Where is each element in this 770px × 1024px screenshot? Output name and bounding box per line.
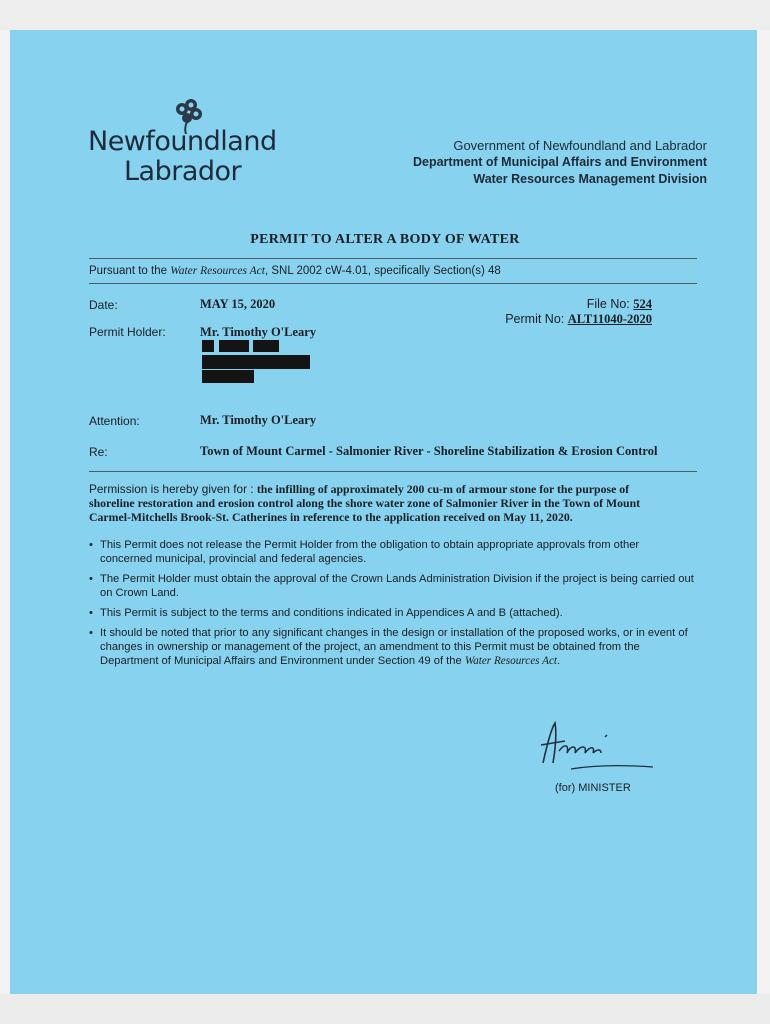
division-name: Water Resources Management Division [473,172,707,186]
title-divider [89,258,697,259]
condition-act: Water Resources Act [464,655,558,667]
file-number-value: 524 [633,297,652,311]
newfoundland-labrador-logo [88,96,288,196]
pursuant-divider [89,283,697,284]
permit-number-value: ALT11040-2020 [567,312,652,326]
logo-wordmark-newfoundland: Newfoundland [88,126,277,157]
signature-caption: (for) MINISTER [555,782,631,794]
permit-number [505,312,652,327]
attention-value: Mr. Timothy O'Leary [200,413,317,427]
condition-item [89,626,694,668]
file-number-label: File No: [586,297,634,311]
government-header [413,137,707,188]
condition-item: • The Permit Holder must obtain the approval of the Crown Lands Administration Division if the project is being carried out on Crown Land. [89,572,694,600]
permit-holder-value: Mr. Timothy O'Leary [200,325,317,339]
conditions-list [89,538,694,674]
scan-top-margin [0,0,770,30]
redaction-box [202,355,310,369]
scan-bottom-margin [0,994,770,1024]
redaction-box [202,370,254,383]
permission-body: the infilling of approximately 200 cu-m of armour stone for the purpose of shoreline restoration and erosion control along the shore water zone of Salmonier River in the Town of Mount Carmel-Mitchells Brook-St. Catherines in reference to the application received on May 11, 2020. [89,482,641,524]
pursuant-act: Water Resources Act [170,265,265,277]
redaction-box [219,340,249,352]
document-title: PERMIT TO ALTER A BODY OF WATER [250,232,520,247]
file-numbers [505,297,652,327]
re-value: Town of Mount Carmel - Salmonier River - Shoreline Stabilization & Erosion Control [200,444,658,458]
condition-item: • This Permit does not release the Permit Holder from the obligation to obtain appropriate approvals from other concerned municipal, provincial and federal agencies. [89,538,694,566]
redaction-box [253,340,279,352]
condition-text-end: . [557,655,561,667]
permission-prefix: Permission is hereby given for : [89,482,257,496]
pursuant-prefix: Pursuant to the [89,265,171,277]
minister-signature [535,715,665,775]
file-number [505,297,652,312]
government-name: Government of Newfoundland and Labrador [453,138,707,153]
condition-text: It should be noted that prior to any significant changes in the design or installation of the proposed works, or in event of changes in ownership or management of the project, an amendment to this Permit must be obtained from the Department of Municipal Affairs and Environment under Section 49 of the [100,627,688,667]
pursuant-suffix: , SNL 2002 cW-4.01, specifically Section(s) 48 [264,265,501,277]
permit-number-label: Permit No: [505,312,568,326]
date-value: MAY 15, 2020 [200,297,276,311]
condition-item: • This Permit is subject to the terms and conditions indicated in Appendices A and B (attached). [89,606,694,620]
logo-wordmark-labrador: Labrador [124,156,242,187]
redaction-box [202,340,214,352]
re-divider [89,471,697,472]
pursuant-statement [89,265,501,277]
date-label: Date: [89,298,118,312]
re-label: Re: [89,445,108,459]
permit-holder-label: Permit Holder: [89,325,166,339]
attention-label: Attention: [89,414,140,428]
permission-statement [89,482,674,524]
department-name: Department of Municipal Affairs and Environment [412,155,707,169]
